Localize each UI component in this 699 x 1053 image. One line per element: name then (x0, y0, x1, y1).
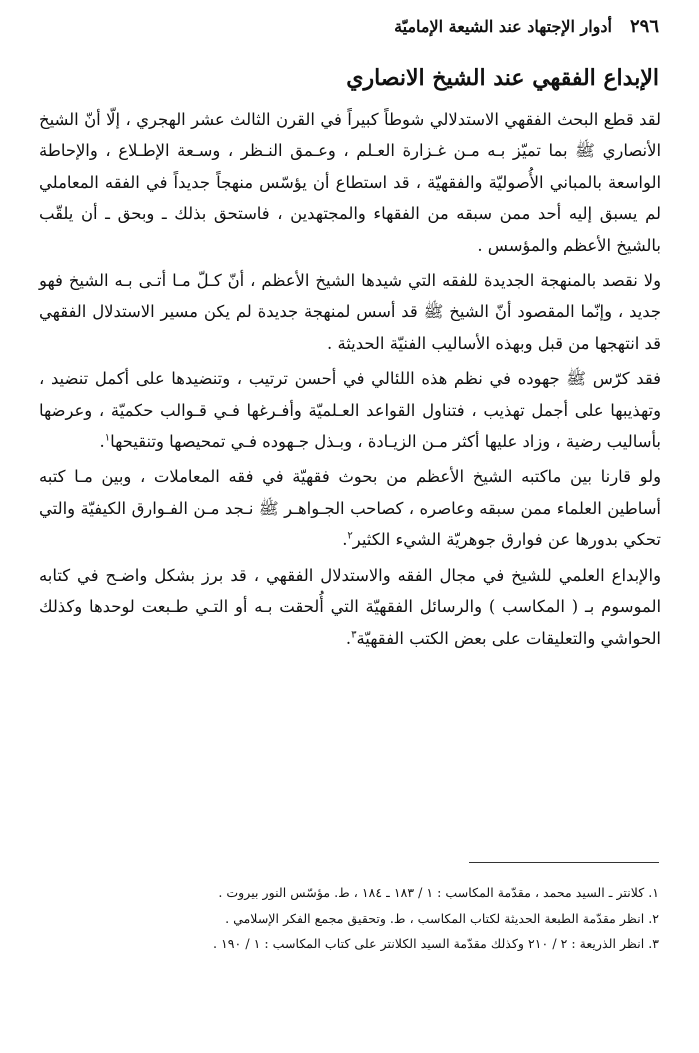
footnotes (39, 880, 659, 957)
body-text (39, 104, 661, 658)
footnote-separator (469, 862, 659, 863)
paragraph-3-text: فقد كرّس ﷺ جهوده في نظم هذه اللئالي في أحسن ترتيب ، وتنضيدها على أكمل تنضيد ، وتهذيبها على أجمل تهذيب ، فتناول القواعد العـلميّة وأفـرغها فـي قـوالب حكميّة ، وعرضها بأساليب رضية ، وزاد عليها أكثر مـن الزيـادة ، وبـذل جـهوده فـي تمحيصها وتنقيحها (39, 369, 661, 452)
paragraph-2 (39, 265, 661, 359)
paragraph-5: والإبداع العلمي للشيخ في مجال الفقه والاستدلال الفقهي ، قد برز بشكل واضـح في كتابه الموسوم بـ ( المكاسب ) والرسائل الفقهيّة التي أُلحقت بـه أو التـي طـبعت لوحدها وكذلك الحواشي والتعليقات على بعض الكتب الفقهيّة$^٣$. (39, 565, 661, 648)
section-title: الإبداع الفقهي عند الشيخ الانصاري (346, 65, 659, 91)
paragraph-1-text: لقد قطع البحث الفقهي الاستدلالي شوطاً كبيراً في القرن الثالث عشر الهجري ، إلّا أنّ الشيخ الأنصاري ﷺ بما تميّز بـه مـن غـزارة العـلم ، وعـمق النـظر ، وسـعة الإطـلاع ، والإحاطة الواسعة بالمباني الأُصوليّة والفقهيّة ، قد استطاع أن يؤسّس منهجاً جديداً في الفقه المعاملي لم يسبق إليه أحد ممن سبقه من الفقهاء والمجتهدين ، فاستحق بذلك ـ وبحق ـ أن يلقّب بالشيخ الأعظم والمؤسس . (39, 110, 661, 255)
paragraph-3: فقد كرّس ﷺ جهوده في نظم هذه اللئالي في أحسن ترتيب ، وتنضيدها على أكمل تنضيد ، وتهذيبها على أجمل تهذيب ، فتناول القواعد العـلميّة وأفـرغها فـي قـوالب حكميّة ، وعرضها بأساليب رضية ، وزاد عليها أكثر مـن الزيـادة ، وبـذل جـهوده فـي تمحيصها وتنقيحها$^١$. (39, 369, 661, 452)
paragraph-1 (39, 104, 661, 261)
paragraph-4-text: ولو قارنا بين ماكتبه الشيخ الأعظم من بحوث فقهيّة في فقه المعاملات ، وبين مـا كتبه أساطين العلماء ممن سبقه وعاصره ، كصاحب الجـواهـر ﷺ نـجد مـن الفـوارق الكيفيّة والتي تحكي بدورها عن فوارق جوهريّة الشيء الكثير (39, 467, 661, 550)
running-title: أدوار الإجتهاد عند الشيعة الإماميّة (394, 17, 612, 36)
footnote-3: ٣. انظر الذريعة : ٢ / ٢١٠ وكذلك مقدّمة السيد الكلانتر على كتاب المكاسب : ١ / ١٩٠ . (213, 936, 659, 951)
running-header (39, 16, 659, 37)
footnote-1: ١. كلانتر ـ السيد محمد ، مقدّمة المكاسب : ١ / ١٨٣ ـ ١٨٤ ، ط. مؤسّس النور بيروت . (218, 885, 659, 900)
paragraph-4: ولو قارنا بين ماكتبه الشيخ الأعظم من بحوث فقهيّة في فقه المعاملات ، وبين مـا كتبه أساطين العلماء ممن سبقه وعاصره ، كصاحب الجـواهـر ﷺ نـجد مـن الفـوارق الكيفيّة والتي تحكي بدورها عن فوارق جوهريّة الشيء الكثير$^٢$. (39, 467, 661, 550)
paragraph-5-text: والإبداع العلمي للشيخ في مجال الفقه والاستدلال الفقهي ، قد برز بشكل واضـح في كتابه الموسوم بـ ( المكاسب ) والرسائل الفقهيّة التي أُلحقت بـه أو التـي طـبعت لوحدها وكذلك الحواشي والتعليقات على بعض الكتب الفقهيّة (39, 565, 661, 648)
page-number: ٢٩٦ (629, 16, 659, 37)
footnote-reference-2[interactable]: ٢ (347, 530, 353, 542)
footnote-reference-3[interactable]: ٣ (351, 629, 357, 641)
footnote-reference-1[interactable]: ١ (104, 432, 111, 444)
footnote-2: ٢. انظر مقدّمة الطبعة الحديثة لكتاب المكاسب ، ط. وتحقيق مجمع الفكر الإسلامي . (225, 910, 659, 926)
paragraph-2-text: ولا نقصد بالمنهجة الجديدة للفقه التي شيدها الشيخ الأعظم ، أنّ كـلّ مـا أتـى بـه الشيخ فهو جديد ، وإنّما المقصود أنّ الشيخ ﷺ قد أسس لمنهجة جديدة لم يكن مسير الاستدلال الفقهي قد انتهجها من قبل وبهذه الأساليب الفنيّة الحديثة . (39, 271, 661, 353)
